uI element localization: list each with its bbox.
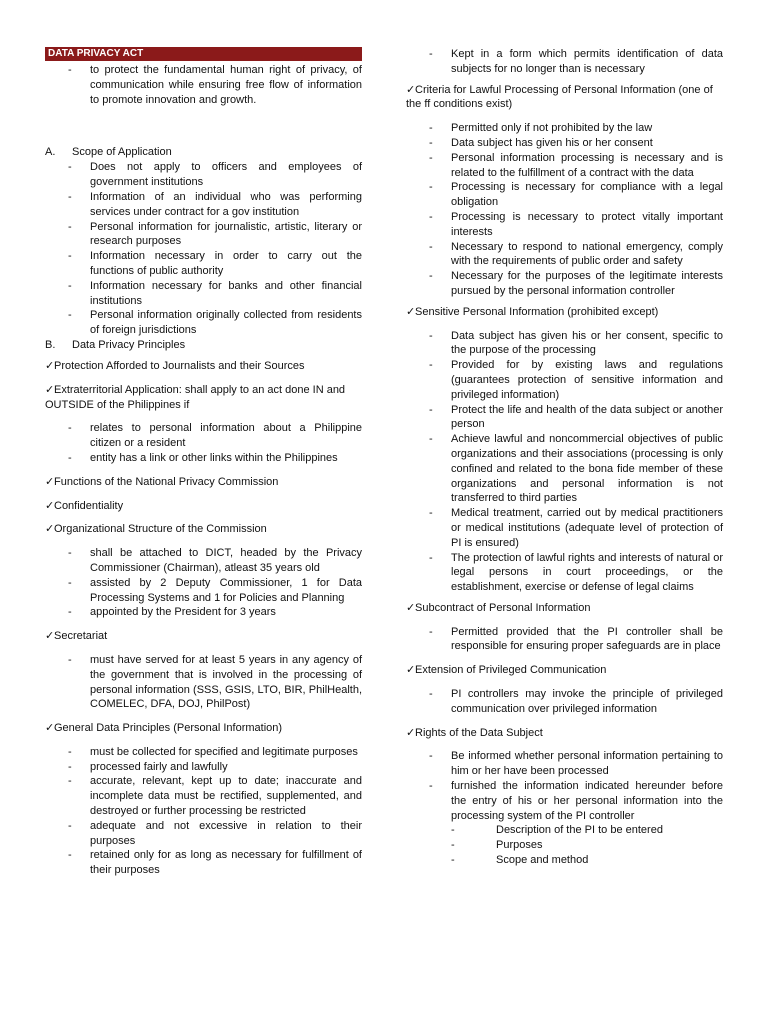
check-icon: ✓ [45,523,55,536]
check-heading: ✓Protection Afforded to Journalists and their Sources [45,359,305,372]
list-item: - processed fairly and lawfully [45,760,362,775]
list-item: - retained only for as long as necessary for fulfillment of their purposes [45,848,362,878]
list-item: - Information of an individual who was performing services under contract for a gov institution [45,190,362,220]
list-item: - Achieve lawful and noncommercial objectives of public organizations and their associations (processing is only confined and related to the bona fide member of these organizations and personal information is not transferred to third parties [406,432,723,506]
check-icon: ✓ [406,601,416,614]
subcontract-list [406,625,723,655]
list-item: - Personal information for journalistic, artistic, literary or research purposes [45,220,362,250]
scope-list [45,160,362,338]
check-icon: ✓ [406,664,416,677]
list-item: - Processing is necessary to protect vitally important interests [406,210,723,240]
check-heading: ✓Organizational Structure of the Commission [45,523,267,536]
check-heading: ✓Rights of the Data Subject [406,726,543,739]
list-item: - Be informed whether personal information pertaining to him or her have been processed [406,749,723,779]
list-item: - Scope and method [406,853,723,868]
section-title: Scope of Application [72,146,172,159]
list-item: - Data subject has given his or her consent, specific to the purpose of the processing [406,329,723,359]
list-item: - Necessary for the purposes of the legitimate interests pursued by the personal information controller [406,269,723,299]
list-item: - Protect the life and health of the data subject or another person [406,403,723,433]
list-item: - must be collected for specified and legitimate purposes [45,745,362,760]
check-icon: ✓ [45,722,55,735]
check-heading: ✓Sensitive Personal Information (prohibited except) [406,305,659,318]
continued-list [406,47,723,77]
list-item: - Provided for by existing laws and regulations (guarantees protection of sensitive information and privileged information) [406,358,723,402]
list-item: - Purposes [406,838,723,853]
list-item: - Information necessary in order to carry out the functions of public authority [45,249,362,279]
criteria-list [406,121,723,299]
extraterritorial-list [45,421,362,465]
right-column [406,47,723,868]
list-item: - Personal information originally collected from residents of foreign jurisdictions [45,308,362,338]
rights-sub-list [406,823,723,867]
check-heading: ✓Functions of the National Privacy Commission [45,475,279,488]
list-item: - Medical treatment, carried out by medical practitioners or medical institutions (adequate level of protection of PI is ensured) [406,506,723,550]
list-item: - Permitted provided that the PI controller shall be responsible for ensuring proper safeguards are in place [406,625,723,655]
secretariat-list [45,653,362,712]
list-item: - must have served for at least 5 years in any agency of the government that is involved in the processing of personal information (SSS, GSIS, LTO, BIR, PhilHealth, COMELEC, DFA, DOJ, PhilPost) [45,653,362,712]
list-item: - adequate and not excessive in relation to their purposes [45,819,362,849]
list-item: - accurate, relevant, kept up to date; inaccurate and incomplete data must be rectified, supplemented, and destroyed or further processing be restricted [45,774,362,818]
list-item: - Data subject has given his or her consent [406,136,723,151]
section-label: B. [45,338,56,351]
check-heading: ✓Extraterritorial Application: shall apply to an act done IN and OUTSIDE of the Philippines if [45,383,346,411]
section-a-heading [45,145,362,160]
list-item: - furnished the information indicated hereunder before the entry of his or her personal information into the processing system of the PI controller [406,779,723,823]
list-item: - Does not apply to officers and employees of government institutions [45,160,362,190]
general-principles-list [45,745,362,878]
list-item: - Description of the PI to be entered [406,823,723,838]
check-icon: ✓ [406,726,416,739]
check-heading: ✓Subcontract of Personal Information [406,601,591,614]
list-item: - appointed by the President for 3 years [45,605,362,620]
check-icon: ✓ [45,630,55,643]
document-title: DATA PRIVACY ACT [45,47,362,61]
check-icon: ✓ [406,305,416,318]
list-item: - PI controllers may invoke the principle of privileged communication over privileged information [406,687,723,717]
check-heading: ✓Secretariat [45,630,108,643]
list-item: - relates to personal information about a Philippine citizen or a resident [45,421,362,451]
list-item: - Necessary to respond to national emergency, comply with the requirements of public order and safety [406,240,723,270]
check-icon: ✓ [45,499,55,512]
list-item: - shall be attached to DICT, headed by the Privacy Commissioner (Chairman), atleast 35 years old [45,546,362,576]
org-list [45,546,362,620]
list-item: - Information necessary for banks and other financial institutions [45,279,362,309]
list-item: - Kept in a form which permits identification of data subjects for no longer than is necessary [406,47,723,77]
sensitive-list [406,329,723,595]
list-item: - Personal information processing is necessary and is related to the fulfillment of a contract with the data [406,151,723,181]
list-item: - Permitted only if not prohibited by the law [406,121,723,136]
check-icon: ✓ [406,83,416,96]
check-icon: ✓ [45,383,55,396]
list-item: - The protection of lawful rights and interests of natural or legal persons in court proceedings, or the establishment, exercise or defense of legal claims [406,551,723,595]
check-heading: ✓General Data Principles (Personal Information) [45,722,283,735]
list-item: - Processing is necessary for compliance with a legal obligation [406,180,723,210]
left-column [45,47,362,878]
check-heading: ✓Confidentiality [45,499,124,512]
list-item: - assisted by 2 Deputy Commissioner, 1 for Data Processing Systems and 1 for Policies and Planning [45,576,362,606]
check-icon: ✓ [45,475,55,488]
extension-list [406,687,723,717]
check-heading: ✓Extension of Privileged Communication [406,664,607,677]
list-item: - to protect the fundamental human right of privacy, of communication while ensuring free flow of information to promote innovation and growth. [45,63,362,107]
rights-list [406,749,723,823]
section-label: A. [45,146,56,159]
intro-list [45,63,362,107]
check-icon: ✓ [45,359,55,372]
section-b-heading [45,338,362,353]
check-heading: ✓Criteria for Lawful Processing of Personal Information (one of the ff conditions exist) [406,83,713,111]
list-item: - entity has a link or other links within the Philippines [45,451,362,466]
section-title: Data Privacy Principles [72,338,186,351]
